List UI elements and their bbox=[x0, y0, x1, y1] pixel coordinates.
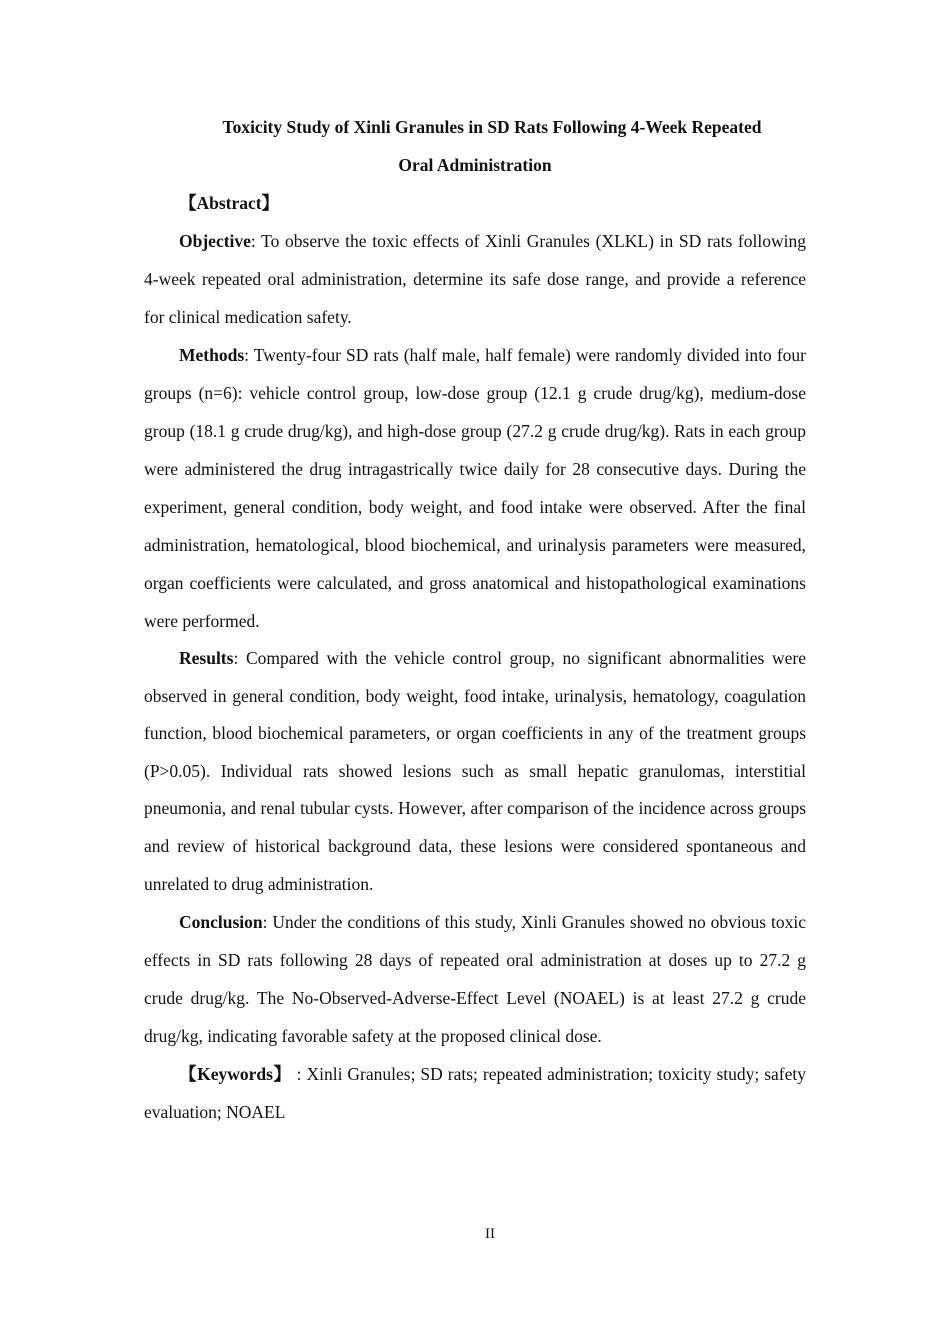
conclusion-label: Conclusion bbox=[179, 912, 263, 933]
abstract-heading: 【Abstract】 bbox=[179, 193, 280, 213]
results-label: Results bbox=[179, 648, 234, 668]
keywords-paragraph bbox=[144, 1055, 806, 1131]
conclusion-text: : Under the conditions of this study, Xinli Granules showed no obvious toxic effects in SD rats following 28 days of repeated oral administration at doses up to 27.2 g crude drug/kg. The No-Observed-Adverse-Effect Level (NOAEL) is at least 27.2 g crude drug/kg, indicating favorable safety at the proposed clinical dose. bbox=[144, 912, 806, 1047]
objective-label: Objective bbox=[179, 231, 251, 251]
paper-title bbox=[144, 108, 806, 184]
objective-paragraph bbox=[144, 222, 806, 336]
keywords-label: 【Keywords】 bbox=[179, 1064, 292, 1085]
methods-paragraph bbox=[144, 336, 806, 640]
methods-text: : Twenty-four SD rats (half male, half female) were randomly divided into four groups (n=6): vehicle control group, low-dose group (12.1 g crude drug/kg), medium-dose group (18.1 g crude drug/kg), and high-dose group (27.2 g crude drug/kg). Rats in each group were administered the drug intragastrically twice daily for 28 consecutive days. During the experiment, general condition, body weight, and food intake were observed. After the final administration, hematological, blood biochemical, and urinalysis parameters were measured, organ coefficients were calculated, and gross anatomical and histopathological examinations were performed. bbox=[144, 345, 806, 631]
abstract-body bbox=[144, 184, 806, 1131]
conclusion-paragraph bbox=[144, 903, 806, 1055]
objective-text: : To observe the toxic effects of Xinli Granules (XLKL) in SD rats following 4-week repeated oral administration, determine its safe dose range, and provide a reference for clinical medication safety. bbox=[144, 231, 806, 327]
results-paragraph bbox=[144, 640, 806, 903]
methods-label: Methods bbox=[179, 345, 245, 365]
keywords-text: : Xinli Granules; SD rats; repeated administration; toxicity study; safety evaluation; NOAEL bbox=[144, 1064, 807, 1123]
page-number: II bbox=[485, 1226, 495, 1242]
paper-title-line-1: Toxicity Study of Xinli Granules in SD Rats Following 4-Week Repeated bbox=[222, 117, 762, 137]
results-text: : Compared with the vehicle control group, no significant abnormalities were observed in general condition, body weight, food intake, urinalysis, hematology, coagulation function, blood biochemical parameters, or organ coefficients in any of the treatment groups (P>0.05). Individual rats showed lesions such as small hepatic granulomas, interstitial pneumonia, and renal tubular cysts. However, after comparison of the incidence across groups and review of historical background data, these lesions were considered spontaneous and unrelated to drug administration. bbox=[144, 648, 806, 894]
paper-title-line-2: Oral Administration bbox=[398, 155, 552, 175]
